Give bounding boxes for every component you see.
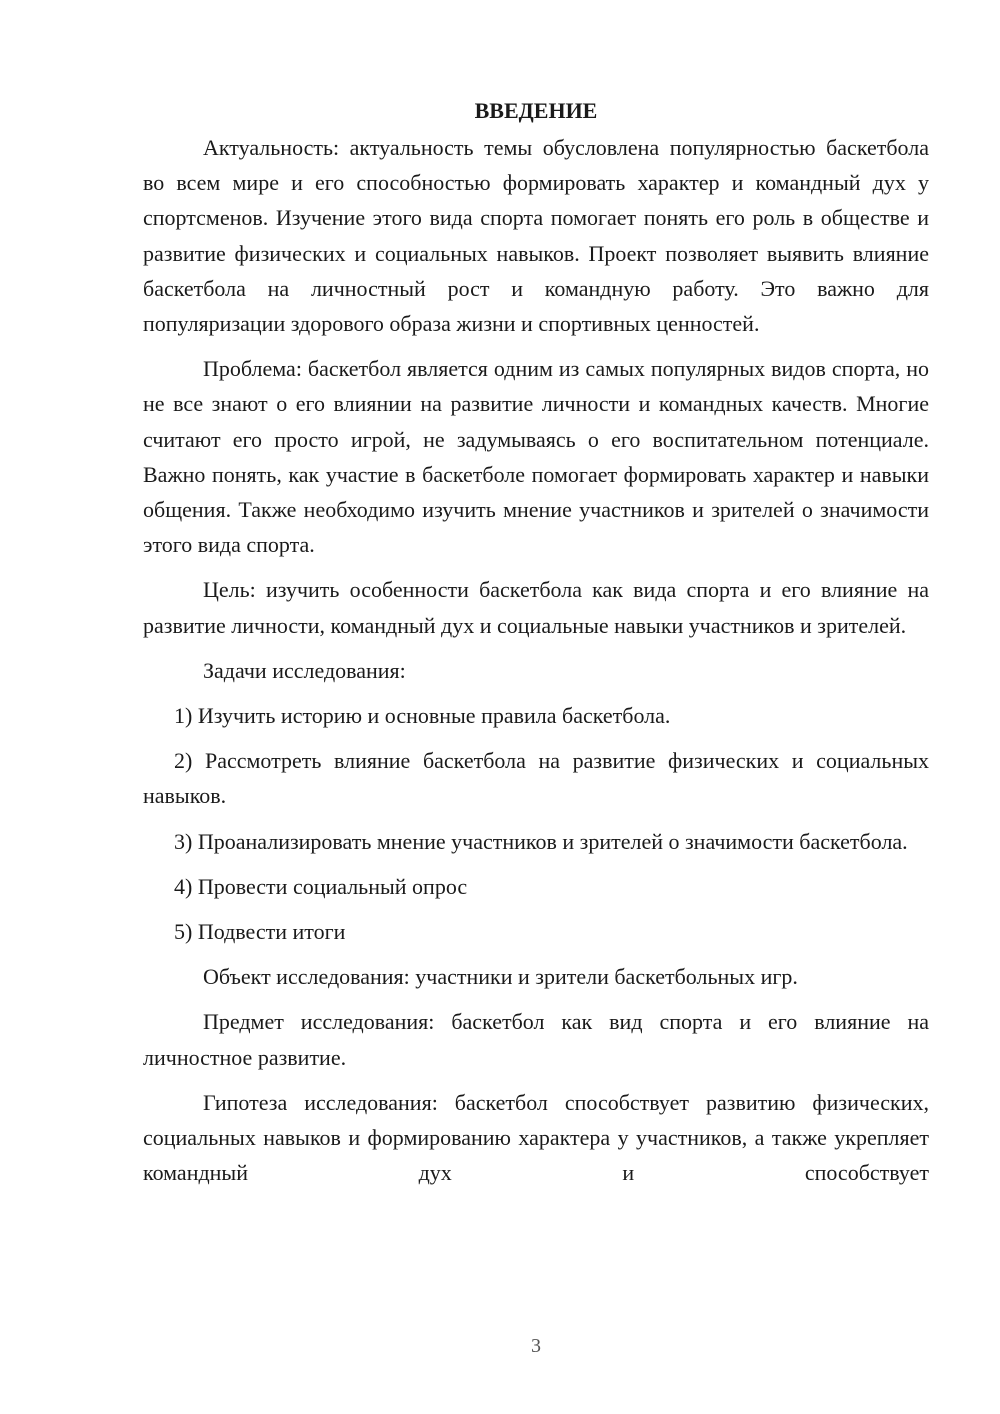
hypothesis-paragraph: Гипотеза исследования: баскетбол способствует развитию физических, социальных навыков и формированию характера у участников, а также укрепляет командный дух и способствует: [143, 1089, 929, 1186]
task-item: 4) Провести социальный опрос: [174, 873, 468, 899]
relevance-paragraph: Актуальность: актуальность темы обусловлена популярностью баскетбола во всем мире и его способностью формировать характер и командный дух у спортсменов. Изучение этого вида спорта помогает понять его роль в обществе и развитие физических и социальных навыков. Проект позволяет выявить влияние баскетбола на личностный рост и командную работу. Это важно для популяризации здорового образа жизни и спортивных ценностей.: [143, 135, 929, 337]
subject-paragraph: Предмет исследования: баскетбол как вид спорта и его влияние на личностное развитие.: [143, 1009, 929, 1070]
task-item: 3) Проанализировать мнение участников и зрителей о значимости баскетбола.: [174, 828, 908, 854]
tasks-heading: Задачи исследования:: [203, 657, 406, 683]
problem-paragraph: Проблема: баскетбол является одним из самых популярных видов спорта, но не все знают о его влиянии на развитие личности и командных качеств. Многие считают его просто игрой, не задумываясь о его воспитательном потенциале. Важно понять, как участие в баскетболе помогает формировать характер и навыки общения. Также необходимо изучить мнение участников и зрителей о значимости этого вида спорта.: [143, 356, 929, 558]
goal-paragraph: Цель: изучить особенности баскетбола как вида спорта и его влияние на развитие личности, командный дух и социальные навыки участников и зрителей.: [143, 577, 929, 638]
task-item: 5) Подвести итоги: [174, 919, 346, 945]
task-item: 1) Изучить историю и основные правила баскетбола.: [174, 703, 671, 729]
task-item: 2) Рассмотреть влияние баскетбола на развитие физических и социальных навыков.: [143, 748, 929, 809]
object-paragraph: Объект исследования: участники и зрители баскетбольных игр.: [203, 964, 798, 990]
document-page: [143, 94, 929, 1200]
section-heading: ВВЕДЕНИЕ: [474, 98, 598, 123]
page-number: 3: [531, 1335, 541, 1357]
